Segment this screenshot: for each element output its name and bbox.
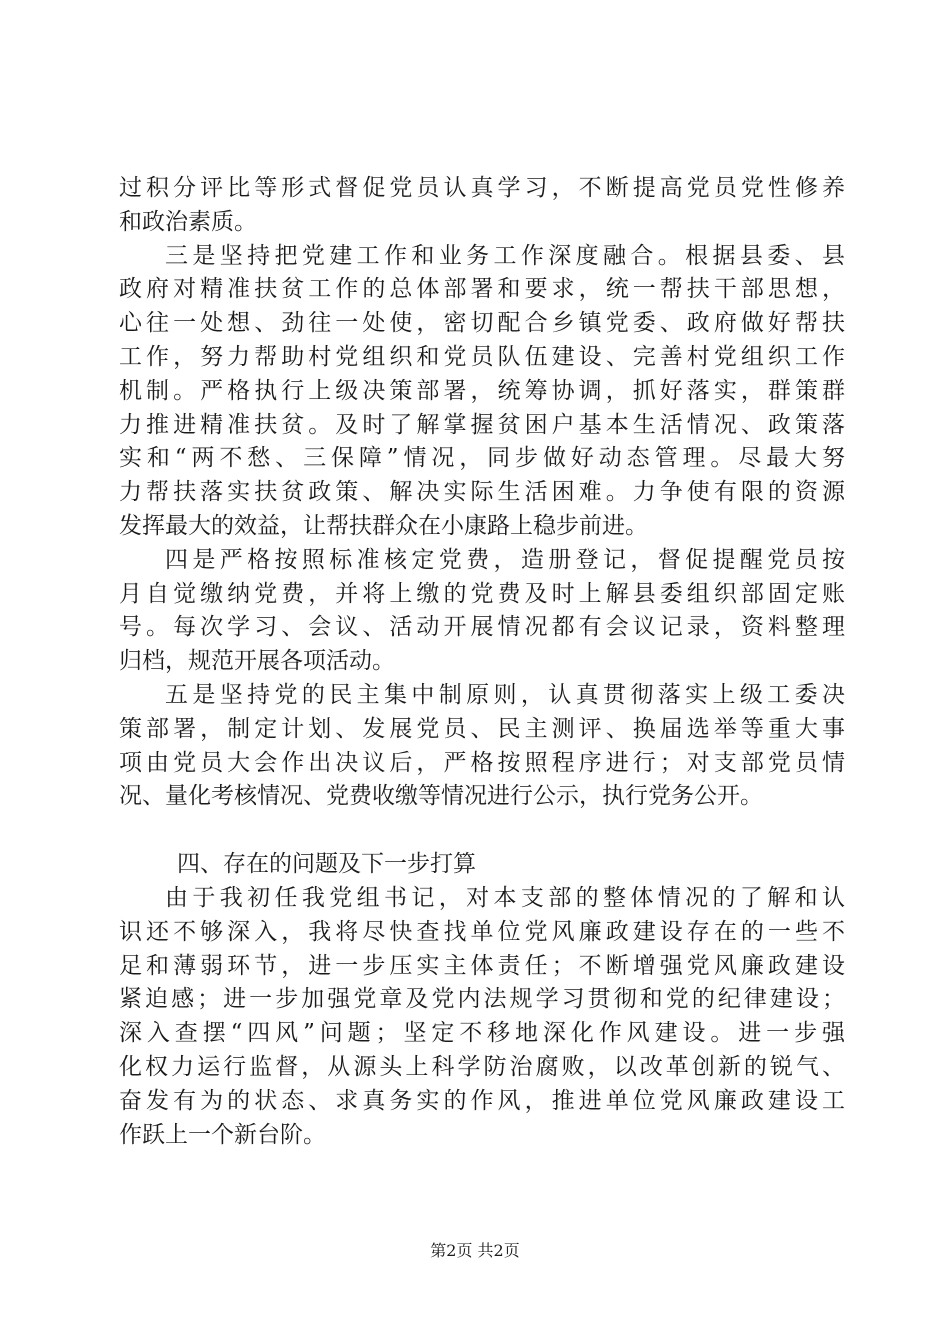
paragraph-line: 力推进精准扶贫。及时了解掌握贫困户基本生活情况、政策落 xyxy=(119,411,845,438)
paragraph-line: 和政治素质。 xyxy=(119,208,257,235)
paragraph-line: 奋发有为的状态、求真务实的作风，推进单位党风廉政建设工 xyxy=(119,1087,845,1114)
paragraph-line: 过积分评比等形式督促党员认真学习，不断提高党员党性修养 xyxy=(119,175,845,201)
paragraph-line: 紧迫感；进一步加强党章及党内法规学习贯彻和党的纪律建设； xyxy=(119,986,845,1013)
paragraph-line: 四是严格按照标准核定党费，造册登记，督促提醒党员按 xyxy=(165,546,845,573)
paragraph-line: 由于我初任我党组书记，对本支部的整体情况的了解和认 xyxy=(165,884,845,911)
paragraph-line: 况、量化考核情况、党费收缴等情况进行公示，执行党务公开。 xyxy=(119,783,763,810)
paragraph-line: 足和薄弱环节，进一步压实主体责任；不断增强党风廉政建设 xyxy=(119,952,845,979)
paragraph-line: 心往一处想、劲往一处使，密切配合乡镇党委、政府做好帮扶 xyxy=(119,310,845,337)
paragraph-line: 实和“两不愁、三保障”情况，同步做好动态管理。尽最大努 xyxy=(119,445,845,472)
paragraph-line: 力帮扶落实扶贫政策、解决实际生活困难。力争使有限的资源 xyxy=(119,479,845,506)
paragraph-line: 识还不够深入，我将尽快查找单位党风廉政建设存在的一些不 xyxy=(119,918,845,945)
document-body xyxy=(119,172,845,1152)
paragraph-line: 号。每次学习、会议、活动开展情况都有会议记录，资料整理 xyxy=(119,614,845,641)
paragraph-line: 月自觉缴纳党费，并将上缴的党费及时上解县委组织部固定账 xyxy=(119,580,845,607)
paragraph-line: 五是坚持党的民主集中制原则，认真贯彻落实上级工委决 xyxy=(165,681,845,708)
paragraph-line: 发挥最大的效益，让帮扶群众在小康路上稳步前进。 xyxy=(119,512,648,539)
page-number-label: 第2页 共2页 xyxy=(430,1241,520,1260)
section-spacer xyxy=(119,814,845,848)
paragraph-line: 归档，规范开展各项活动。 xyxy=(119,648,395,675)
paragraph-line: 工作，努力帮助村党组织和党员队伍建设、完善村党组织工作 xyxy=(119,343,845,370)
paragraph-line: 策部署，制定计划、发展党员、民主测评、换届选举等重大事 xyxy=(119,715,845,742)
paragraph-line: 项由党员大会作出决议后，严格按照程序进行；对支部党员情 xyxy=(119,749,845,776)
paragraph-line: 三是坚持把党建工作和业务工作深度融合。根据县委、县 xyxy=(165,242,845,269)
page-footer xyxy=(0,1241,950,1261)
paragraph-line: 深入查摆“四风”问题；坚定不移地深化作风建设。进一步强 xyxy=(119,1020,845,1047)
paragraph-line: 机制。严格执行上级决策部署，统筹协调，抓好落实，群策群 xyxy=(119,377,845,404)
section-heading: 四、存在的问题及下一步打算 xyxy=(177,851,476,878)
paragraph-line: 政府对精准扶贫工作的总体部署和要求，统一帮扶干部思想， xyxy=(119,276,845,303)
paragraph-line: 作跃上一个新台阶。 xyxy=(119,1121,326,1148)
paragraph-line: 化权力运行监督，从源头上科学防治腐败，以改革创新的锐气、 xyxy=(119,1053,845,1080)
